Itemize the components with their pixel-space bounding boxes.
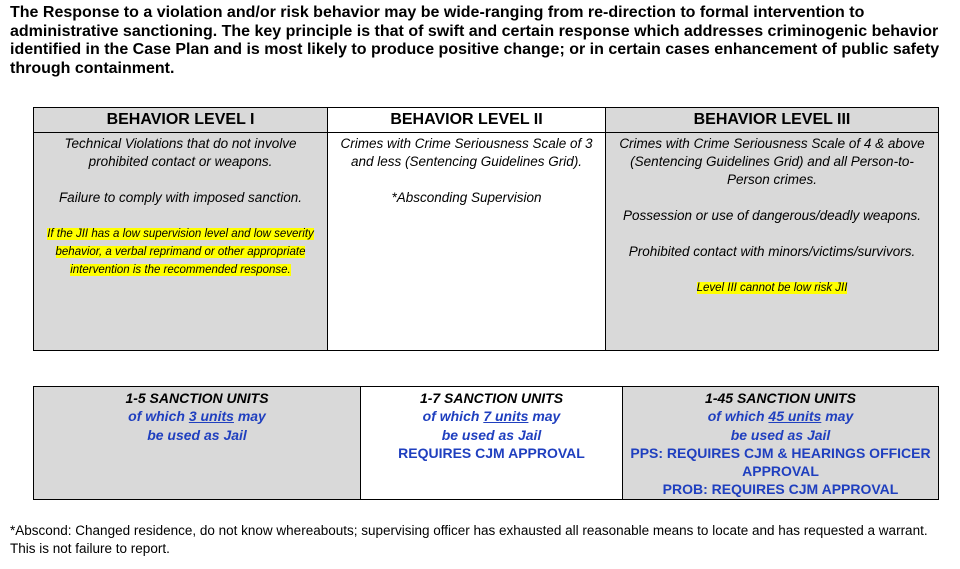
- level-1-cell: [34, 133, 328, 351]
- sanction-3-title: 1-45 SANCTION UNITS: [705, 390, 856, 406]
- sanction-1-of-which: of which 3 units may: [128, 408, 266, 425]
- level-2-cell: [328, 133, 606, 351]
- header-level-3: BEHAVIOR LEVEL III: [606, 108, 939, 133]
- abscond-footnote: *Abscond: Changed residence, do not know whereabouts; supervising officer has exhausted all reasonable means to locate and has requested a warrant. This is not failure to report.: [10, 523, 928, 556]
- behavior-body-row: [34, 133, 939, 351]
- level-3-highlight-note: Level III cannot be low risk JII: [696, 282, 848, 294]
- sanction-3-jail: be used as Jail: [730, 426, 831, 443]
- behavior-header-row: [34, 108, 939, 133]
- sanction-cell-3: [623, 387, 939, 500]
- sanction-cell-2: [361, 387, 623, 500]
- sanction-row: [34, 387, 939, 500]
- sanction-2-approval: REQUIRES CJM APPROVAL: [398, 444, 585, 461]
- sanction-1-units: 3 units: [188, 408, 234, 425]
- level-2-absconding: *Absconding Supervision: [391, 190, 542, 205]
- sanction-cell-1: [34, 387, 361, 500]
- sanction-2-jail: be used as Jail: [441, 426, 542, 443]
- intro-paragraph: The Response to a violation and/or risk behavior may be wide-ranging from re-direction to formal intervention to administrative sanctioning. The key principle is that of swift and certain response which addresses criminogenic behavior identified in the Case Plan and is most likely to produce positive change; or in certain cases enhancement of public safety through containment.: [10, 4, 940, 77]
- sanction-3-units: 45 units: [768, 408, 822, 425]
- level-3-prohibited-contact: Prohibited contact with minors/victims/survivors.: [628, 244, 916, 259]
- sanction-3-prob-approval: PROB: REQUIRES CJM APPROVAL: [662, 481, 899, 498]
- sanction-3-pps-approval: PPS: REQUIRES CJM & HEARINGS OFFICER APPROVAL: [630, 444, 931, 480]
- level-1-failure-to-comply: Failure to comply with imposed sanction.: [58, 190, 303, 205]
- level-2-crimes: Crimes with Crime Seriousness Scale of 3 and less (Sentencing Guidelines Grid).: [340, 136, 593, 169]
- sanction-units-table: [33, 386, 939, 500]
- sanction-1-jail: be used as Jail: [147, 426, 247, 443]
- sanction-2-of-which: of which 7 units may: [422, 408, 561, 425]
- sanction-3-of-which: of which 45 units may: [707, 408, 854, 425]
- level-3-cell: [606, 133, 939, 351]
- level-3-weapons: Possession or use of dangerous/deadly weapons.: [623, 208, 921, 223]
- behavior-level-table: [33, 107, 939, 351]
- header-level-1: BEHAVIOR LEVEL I: [34, 108, 328, 133]
- level-3-crimes: Crimes with Crime Seriousness Scale of 4 & above (Sentencing Guidelines Grid) and all Person-to-Person crimes.: [619, 136, 925, 187]
- header-level-2: BEHAVIOR LEVEL II: [328, 108, 606, 133]
- sanction-1-title: 1-5 SANCTION UNITS: [125, 390, 269, 406]
- level-1-technical-violations: Technical Violations that do not involve prohibited contact or weapons.: [64, 136, 297, 169]
- level-1-highlight-note: If the JII has a low supervision level and low severity behavior, a verbal reprimand or other appropriate intervention is the recommended response.: [47, 228, 314, 276]
- sanction-2-units: 7 units: [483, 408, 529, 425]
- sanction-2-title: 1-7 SANCTION UNITS: [419, 390, 564, 406]
